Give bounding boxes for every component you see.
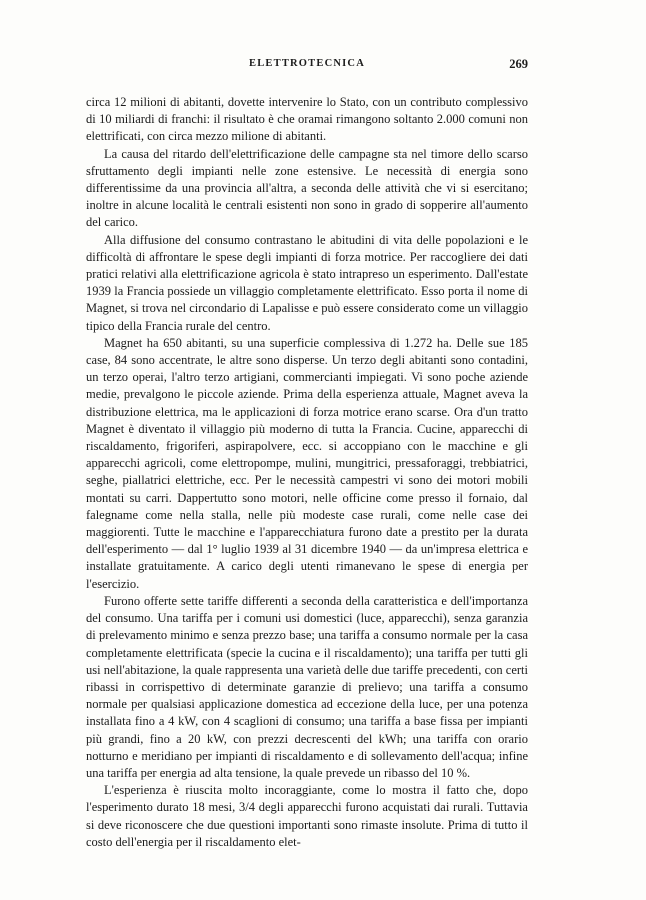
paragraph: Alla diffusione del consumo contrastano le abitudini di vita delle popolazioni e le difficoltà di affrontare le spese degli impianti di forza motrice. Per raccogliere dei dati pratici relativi alla elettrificazione agricola è stato intrapreso un esperimento. Dall'estate 1939 la Francia possiede un villaggio completamente elettrificato. Esso porta il nome di Magnet, si trova nel circondario di Lapalisse e può essere considerato come un villaggio tipico della Francia rurale del centro. bbox=[86, 232, 528, 333]
page-header bbox=[86, 58, 528, 76]
page-number: 269 bbox=[509, 57, 528, 71]
paragraph: Furono offerte sette tariffe differenti a seconda della caratteristica e dell'importanza del consumo. Una tariffa per i comuni usi domestici (luce, apparecchi), senza garanzia di prelevamento minimo e senza prezzo base; una tariffa a consumo normale per la casa completamente elettrificata (specie la cucina e il riscaldamento); una tariffa per tutti gli usi nell'abitazione, la quale rappresenta una varietà delle due tariffe precedenti, con certi ribassi in corrispettivo di determinate garanzie di prelievo; una tariffa a consumo normale per qualsiasi applicazione domestica ad eccezione della luce, per una potenza installata fino a 4 kW, con 4 scaglioni di consumo; una tariffa a base fissa per impianti più grandi, fino a 20 kW, con prezzi decrescenti del kWh; una tariffa con orario notturno e meridiano per impianti di riscaldamento e di sollevamento dell'acqua; infine una tariffa per energia ad alta tensione, la quale prevede un ribasso del 10 %. bbox=[86, 593, 528, 780]
body-text bbox=[86, 94, 528, 851]
paragraph: circa 12 milioni di abitanti, dovette intervenire lo Stato, con un contributo complessivo di 10 miliardi di franchi: il risultato è che oramai rimangono soltanto 2.000 comuni non elettrificati, con circa mezzo milione di abitanti. bbox=[86, 95, 528, 144]
paragraph: La causa del ritardo dell'elettrificazione delle campagne sta nel timore dello scarso sfruttamento degli impianti nelle zone estensive. Le necessità di energia sono differentissime da una provincia all'altra, a seconda delle attività che vi si esercitano; inoltre in alcune località le centrali esistenti non sono in grado di sopperire all'aumento del carico. bbox=[86, 146, 528, 230]
paragraph: Magnet ha 650 abitanti, su una superficie complessiva di 1.272 ha. Delle sue 185 case, 84 sono accentrate, le altre sono disperse. Un terzo degli abitanti sono contadini, un terzo operai, l'altro terzo artigiani, commercianti impiegati. Vi sono poche aziende medie, prevalgono le piccole aziende. Prima della esperienza attuale, Magnet aveva la distribuzione elettrica, ma le applicazioni di forza motrice erano scarse. Ora d'un tratto Magnet è diventato il villaggio più moderno di tutta la Francia. Cucine, apparecchi di riscaldamento, frigoriferi, aspirapolvere, ecc. si accoppiano con le macchine e gli apparecchi agricoli, come elettropompe, mulini, mungitrici, pressaforaggi, trebbiatrici, seghe, piallatrici elettriche, ecc. Per le necessità campestri vi sono dei motori mobili montati su carri. Dappertutto sono motori, nelle officine come presso il fornaio, dal falegname come nella stalla, nelle più modeste case rurali, come nelle case dei maggiorenti. Tutte le macchine e l'apparecchiatura furono date a prestito per la durata dell'esperimento — dal 1° luglio 1939 al 31 dicembre 1940 — da un'impresa elettrica e installate gratuitamente. A carico degli utenti rimanevano le spese di energia per l'esercizio. bbox=[86, 335, 528, 591]
paragraph: L'esperienza è riuscita molto incoraggiante, come lo mostra il fatto che, dopo l'esperimento durato 18 mesi, 3/4 degli apparecchi furono acquistati dai rurali. Tuttavia si deve riconoscere che due questioni importanti sono rimaste insolute. Prima di tutto il costo dell'energia per il riscaldamento elet- bbox=[86, 783, 528, 849]
running-head: ELETTROTECNICA bbox=[249, 58, 365, 69]
